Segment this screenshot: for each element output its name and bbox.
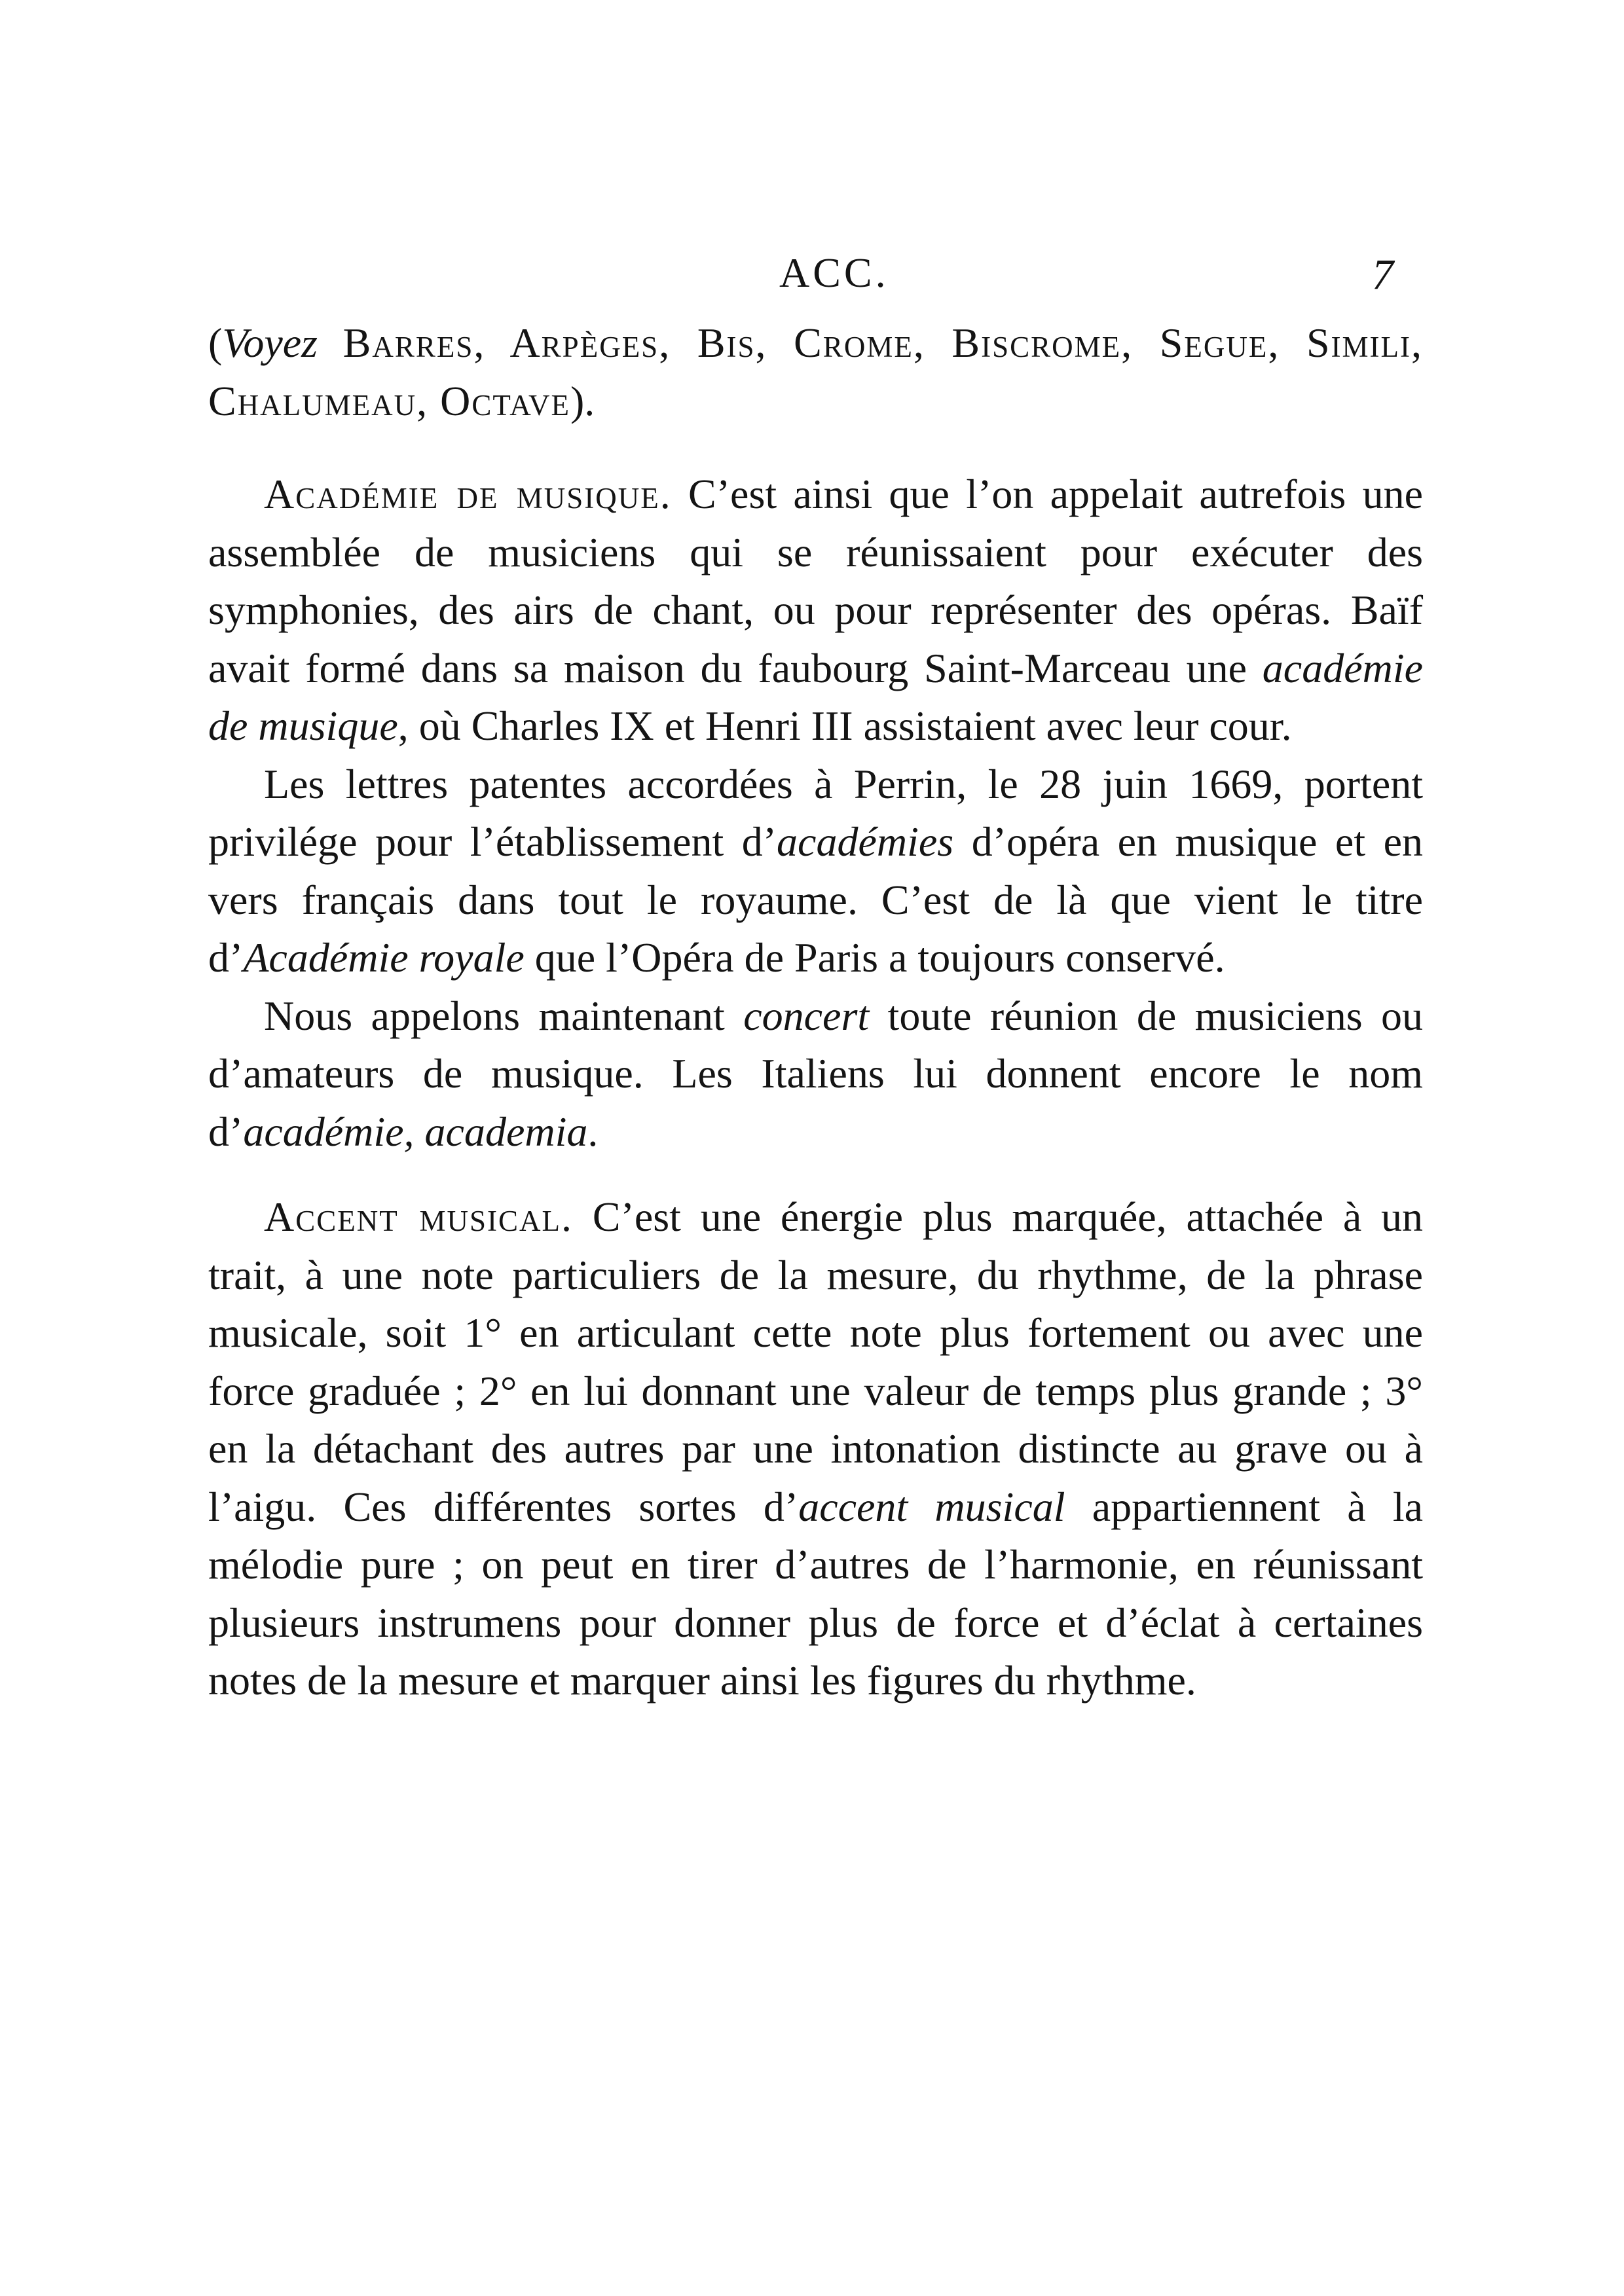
cross-reference-paragraph bbox=[208, 314, 1423, 430]
page-body bbox=[208, 314, 1423, 1710]
academie-text-3c: . bbox=[587, 1108, 599, 1155]
academie-text-3a: Nous appelons maintenant bbox=[264, 992, 725, 1039]
headword-academie: Académie de musique. bbox=[264, 471, 672, 517]
accent-text-a: C’est une énergie plus marquée, attachée à un trait, à une note particuliers de la mesure, du rhythme, de la phrase musicale, soit 1° en articulant cette note plus fortement ou avec une force graduée ; 2° en lui donnant une valeur de temps plus grande ; 3° en la détachant des autres par une intonation distincte au grave ou à l’aigu. Ces différentes sortes d’ bbox=[208, 1194, 1424, 1530]
paragraph-lettres-patentes bbox=[208, 756, 1423, 987]
entry-academie bbox=[208, 465, 1423, 756]
academie-emphasis-1: académie de musique bbox=[208, 644, 1424, 749]
accent-text-b: appartiennent à la mélodie pure ; on peut en tirer d’autres de l’harmonie, en réunissant plusieurs instrumens pour donner plus de force et d’éclat à certaines notes de la mesure et marquer ainsi les figures du rhythme. bbox=[208, 1483, 1424, 1704]
academie-emphasis-3a: concert bbox=[743, 992, 870, 1039]
academie-emphasis-2b: Académie royale bbox=[243, 934, 525, 981]
academie-text-2b: d’opéra en musique et en vers français dans tout le royaume. C’est de là que vient le titre d’ bbox=[208, 818, 1424, 981]
close-paren: ). bbox=[570, 377, 595, 424]
paragraph-concert bbox=[208, 987, 1423, 1161]
open-paren: ( bbox=[208, 319, 223, 366]
page-header bbox=[0, 249, 1624, 308]
academie-text-3b: toute réunion de musiciens ou d’amateurs de musique. Les Italiens lui donnent encore le nom d’ bbox=[208, 992, 1424, 1155]
voyez-label: Voyez bbox=[222, 319, 318, 366]
academie-text-1b: , où Charles IX et Henri III assistaient avec leur cour. bbox=[397, 702, 1292, 749]
accent-emphasis: accent musical bbox=[798, 1483, 1065, 1530]
page-number: 7 bbox=[1372, 251, 1393, 299]
entry-accent-musical bbox=[208, 1188, 1423, 1710]
spacer bbox=[208, 430, 1423, 465]
headword-accent: Accent musical. bbox=[264, 1194, 574, 1240]
running-head: ACC. bbox=[779, 249, 889, 296]
academie-text-2c: que l’Opéra de Paris a toujours conservé. bbox=[534, 934, 1225, 981]
academie-text-1a: C’est ainsi que l’on appelait autrefois une assemblée de musiciens qui se réunissaient pour exécuter des symphonies, des airs de chant, ou pour représenter des opéras. Baïf avait formé dans sa maison du faubourg Saint-Marceau une bbox=[208, 471, 1424, 691]
academie-text-2a: Les lettres patentes accordées à Perrin, le 28 juin 1669, portent privilége pour l’établissement d’ bbox=[208, 760, 1423, 865]
cross-reference-list: Barres, Arpèges, Bis, Crome, Biscrome, Segue, Simili, Chalumeau, Octave bbox=[208, 319, 1423, 424]
spacer bbox=[208, 1161, 1423, 1188]
academie-emphasis-3b: académie, academia bbox=[243, 1108, 588, 1155]
academie-emphasis-2a: académies bbox=[777, 818, 954, 865]
